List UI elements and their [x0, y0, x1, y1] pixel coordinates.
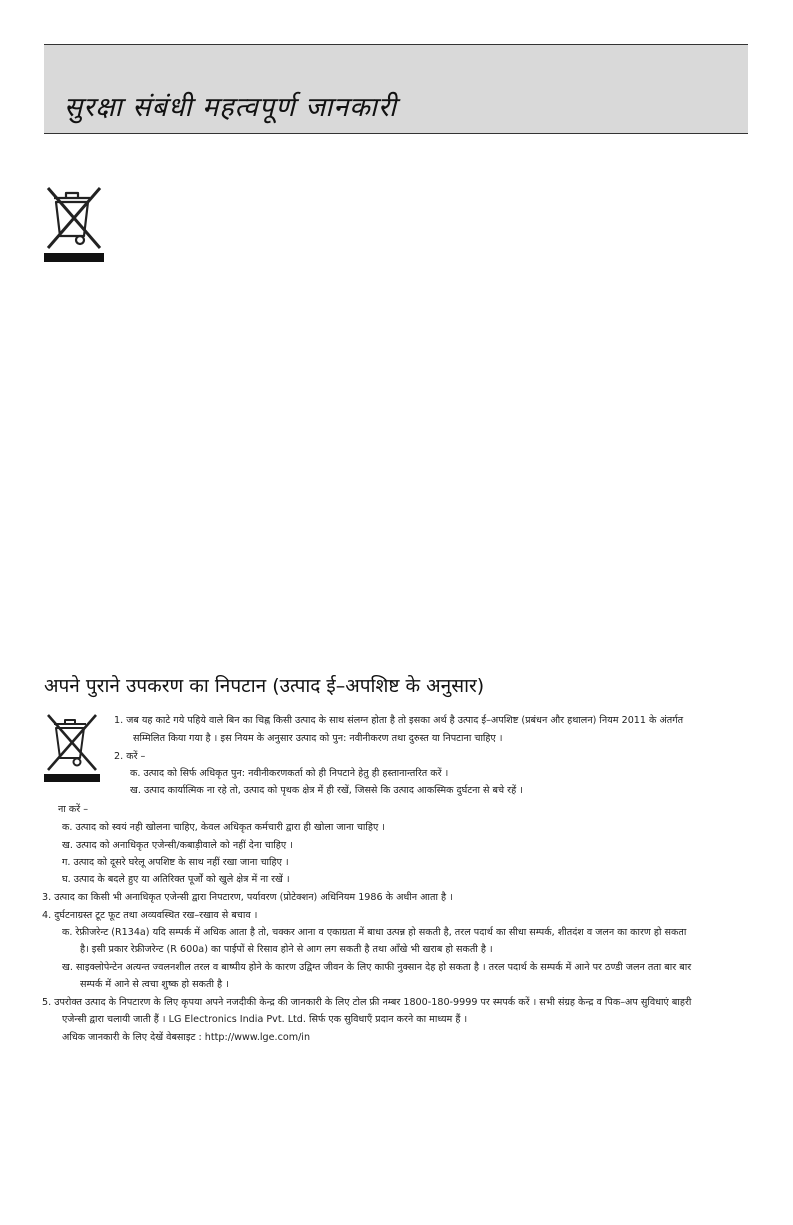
disposal-line: एजेन्सी द्वारा चलायी जाती हैं । LG Electronics India Pvt. Ltd. सिर्फ एक सुविधाएँ प्रदान करने का माध्यम हैं । — [62, 1014, 468, 1025]
disposal-line: 2. करें – — [114, 751, 146, 762]
disposal-line: ग. उत्पाद को दूसरे घरेलू अपशिष्ट के साथ नहीं रखा जाना चाहिए । — [62, 857, 289, 868]
weee-bin-icon-small — [42, 710, 102, 784]
page-title: सुरक्षा संबंधी महत्वपूर्ण जानकारी — [64, 92, 397, 123]
disposal-section-title: अपने पुराने उपकरण का निपटान (उत्पाद ई–अपशिष्ट के अनुसार) — [44, 675, 485, 697]
disposal-line: 4. दुर्घटनाग्रस्त टूट फूट तथा अव्यवस्थित रख–रखाव से बचाव । — [42, 910, 258, 921]
disposal-line: क. रेफ्रीजरेन्ट (R134a) यदि सम्पर्क में अधिक आता है तो, चक्कर आना व एकाग्रता में बाधा उत्पन्न हो सकती है, तरल पदार्थ का सीधा सम्पर्क, शीतदंश व जलन का कारण हो सकता — [62, 927, 687, 938]
disposal-line: ख. उत्पाद को अनाधिकृत एजेन्सी/कबाड़ीवाले को नहीं देना चाहिए । — [62, 840, 293, 851]
website-line: अधिक जानकारी के लिए देखें वेबसाइट : http://www.lge.com/in — [62, 1032, 311, 1043]
disposal-line: 1. जब यह काटे गये पहिये वाले बिन का चिह्न किसी उत्पाद के साथ संलग्न होता है तो इसका अर्थ है उत्पाद ई–अपशिष्ट (प्रबंधन और हथालन) नियम 2011 के अंतर्गत — [114, 715, 684, 726]
disposal-line: सम्पर्क में आने से त्वचा शुष्क हो सकती है । — [80, 979, 229, 990]
disposal-line: क. उत्पाद को स्वयं नही खोलना चाहिए, केवल अधिकृत कर्मचारी द्वारा ही खोला जाना चाहिए । — [62, 822, 385, 833]
disposal-line: ना करें – — [58, 804, 88, 815]
disposal-line: सम्मिलित किया गया है । इस नियम के अनुसार उत्पाद को पुन: नवीनीकरण तथा दुरुस्त या निपटाना चाहिए । — [133, 733, 503, 744]
disposal-line: क. उत्पाद को सिर्फ अधिकृत पुन: नवीनीकरणकर्ता को ही निपटाने हेतु ही हस्तानान्तरित करें । — [130, 768, 449, 779]
disposal-line: 3. उत्पाद का किसी भी अनाधिकृत एजेन्सी द्वारा निपटारण, पर्यावरण (प्रोटेक्शन) अधिनियम 1986 के अधीन आता है । — [42, 892, 453, 903]
disposal-line: ख. उत्पाद कार्यात्मिक ना रहे तो, उत्पाद को पृथक क्षेत्र में ही रखें, जिससे कि उत्पाद आकस्मिक दुर्घटना से बचे रहें । — [130, 785, 523, 796]
page-header — [44, 44, 748, 134]
disposal-line: ख. साइक्लोपेन्टेन अत्यन्त ज्वलनशील तरल व बाष्पीय होने के कारण उद्विग्त जीवन के लिए काफी नुक्सान देह हो सकता है । तरल पदार्थ के सम्पर्क में आने पर ठण्डी जलन तता बार बार — [62, 962, 692, 973]
disposal-line: है। इसी प्रकार रेफ्रीजरेन्ट (R 600a) का पाईपों से रिसाव होने से आग लग सकती है तथा आँखे भी खराब हो सकती है । — [80, 944, 493, 955]
disposal-line: 5. उपरोक्त उत्पाद के निपटारण के लिए कृपया अपने नजदीकी केन्द्र की जानकारी के लिए टोल फ्री नम्बर 1800-180-9999 पर स्मपर्क करें । सभी संग्रह केन्द्र व पिक–अप सुविधाएं बाहरी — [42, 997, 692, 1008]
weee-bin-icon — [40, 182, 108, 264]
disposal-line: घ. उत्पाद के बदले हुए या अतिरिक्त पूर्जों को खुले क्षेत्र में ना रखें । — [62, 874, 290, 885]
